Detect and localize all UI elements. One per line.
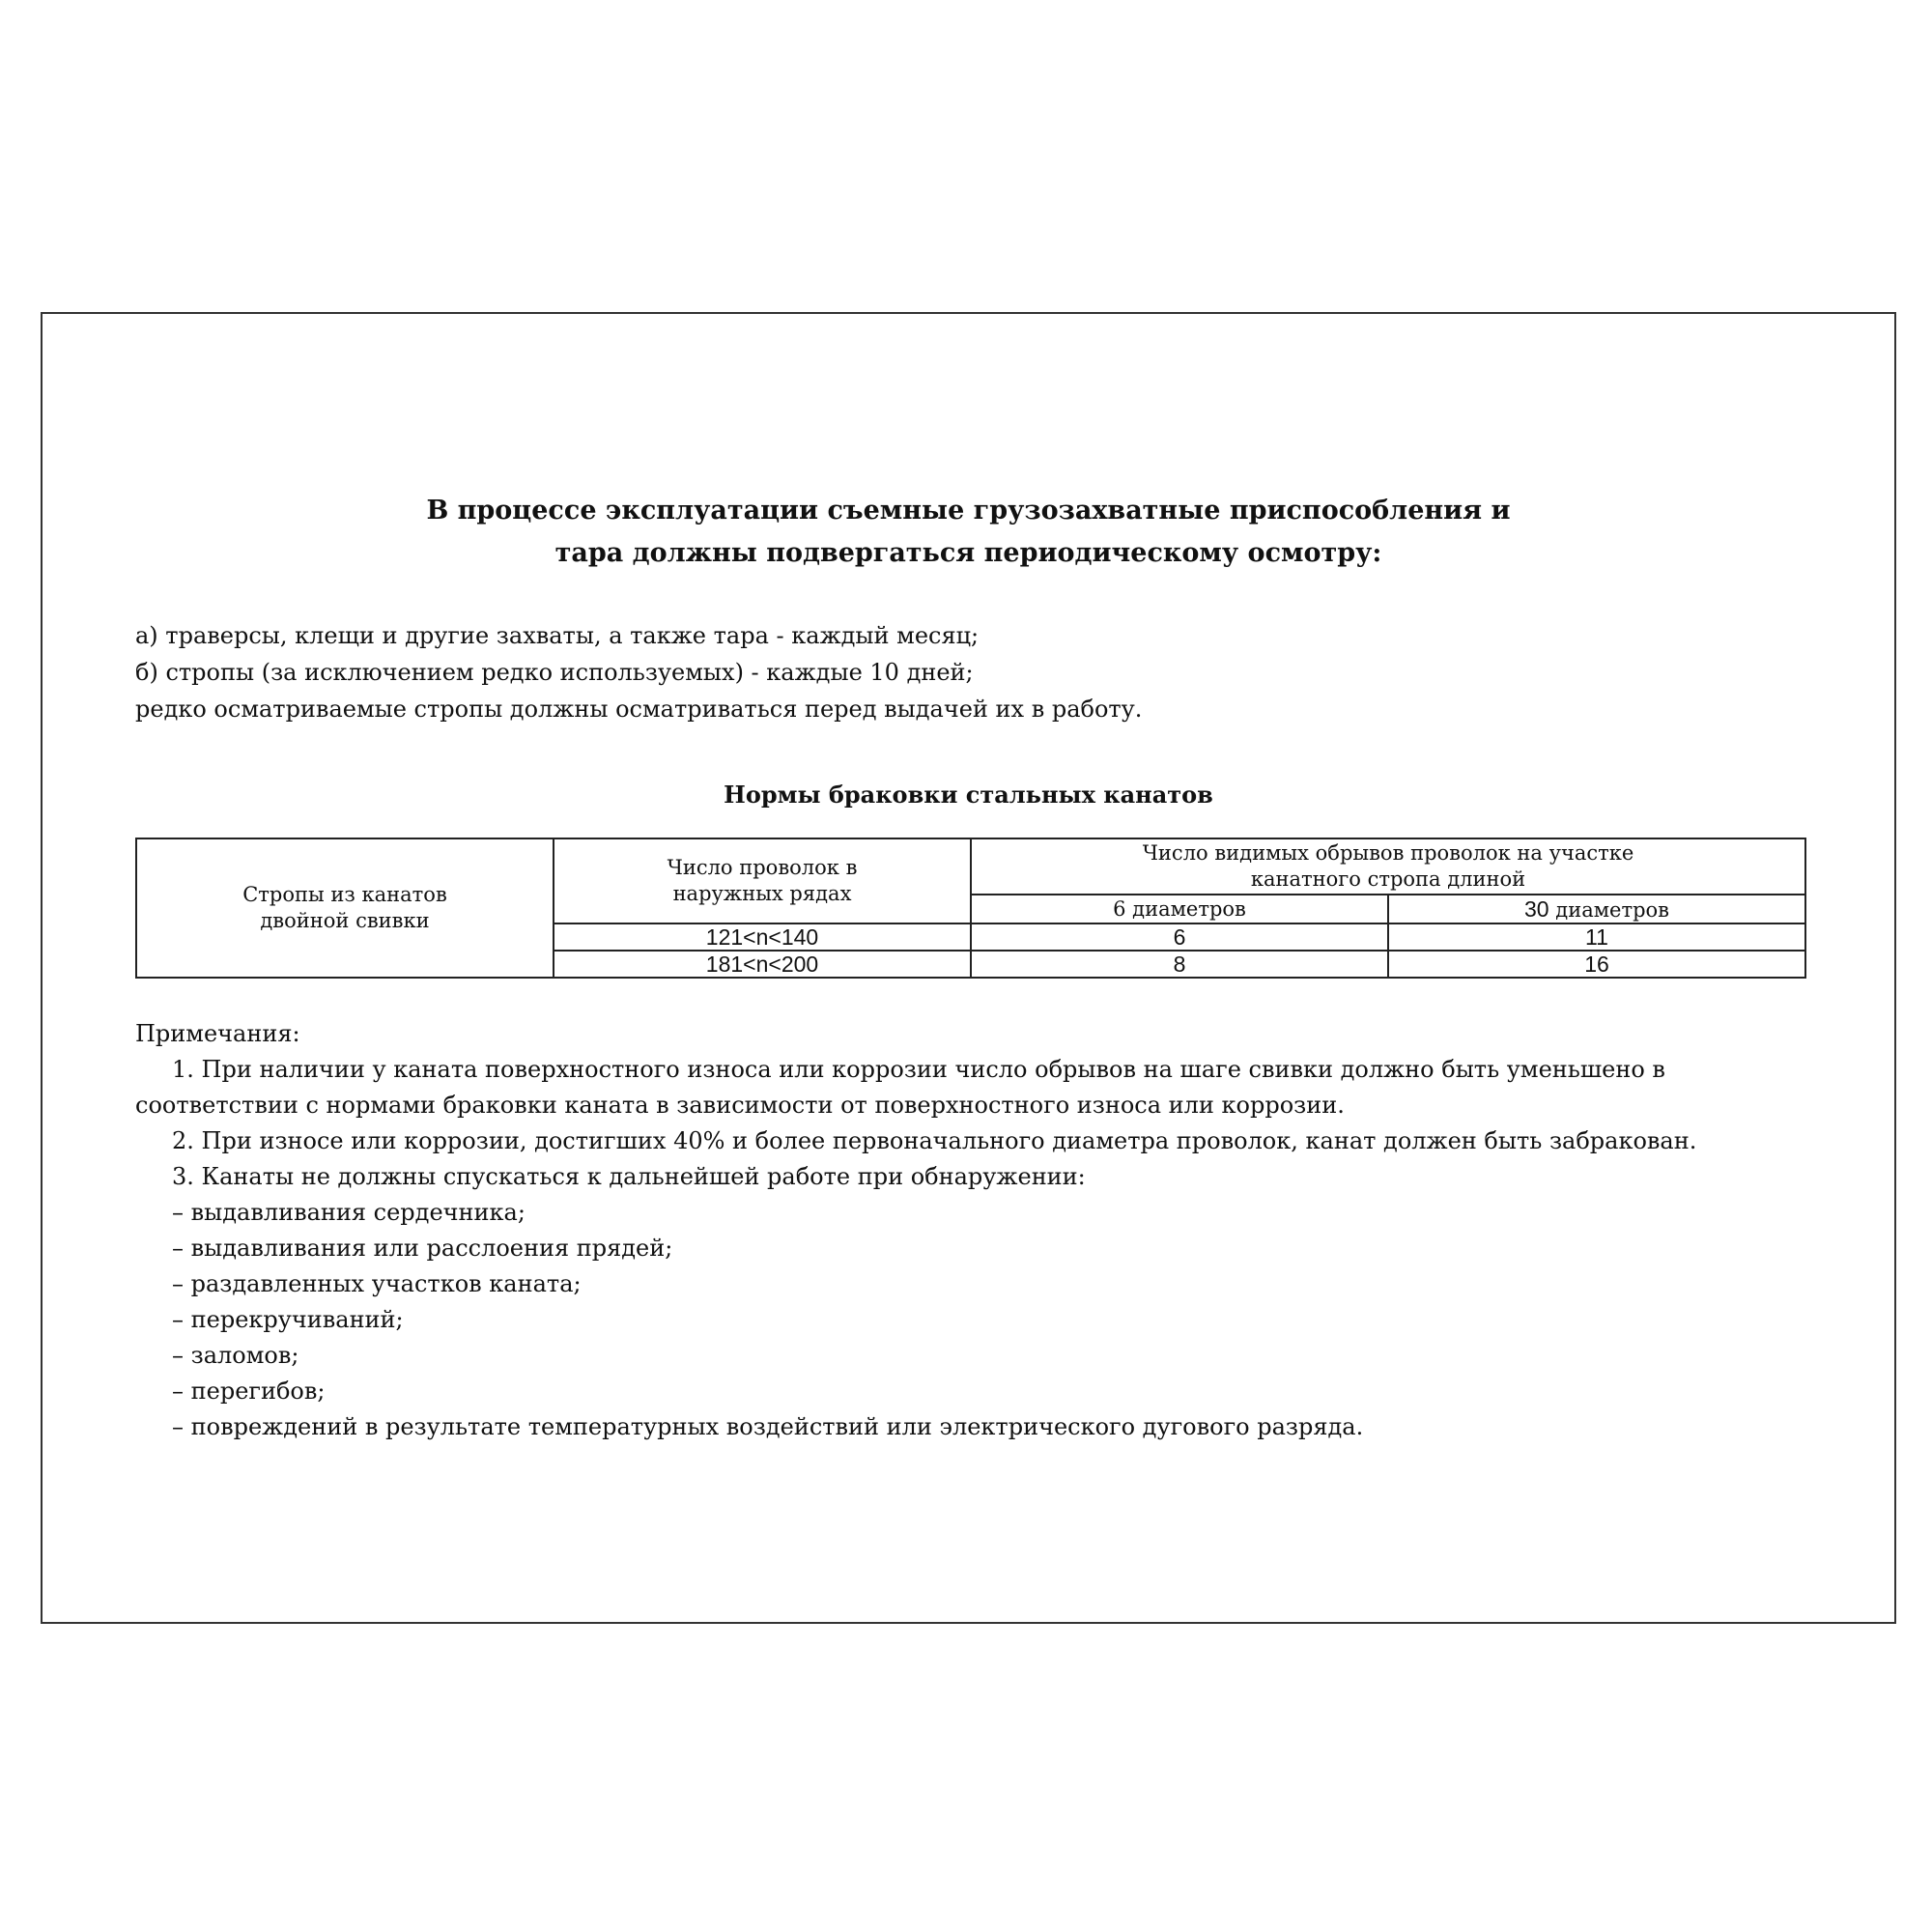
note-3: 3. Канаты не должны спускаться к дальнейшей работе при обнаружении: [172, 1163, 1086, 1190]
header-sling-type-line-2: двойной свивки [260, 909, 430, 932]
schedule-item-a: а) траверсы, клещи и другие захваты, а также тара - каждый месяц; [135, 622, 980, 649]
list-item: – перекручиваний; [172, 1306, 404, 1333]
list-item: – перегибов; [172, 1378, 326, 1405]
header-30-diameters-number: 30 [1523, 895, 1549, 922]
breaks-30d-cell: 16 [1388, 951, 1805, 978]
note-2: 2. При износе или коррозии, достигших 40% и более первоначального диаметра проволок, канат должен быть забракован. [172, 1127, 1697, 1154]
list-item: – заломов; [172, 1342, 299, 1369]
wire-count-cell: 181<n<200 [554, 951, 971, 978]
header-wire-count-line-1: Число проволок в [667, 856, 858, 879]
header-wire-count [554, 838, 971, 923]
schedule-item-c: редко осматриваемые стропы должны осматриваться перед выдачей их в работу. [135, 696, 1143, 723]
schedule-item-b: б) стропы (за исключением редко используемых) - каждые 10 дней; [135, 659, 974, 686]
inspection-schedule [135, 617, 1142, 727]
header-visible-breaks-line-1: Число видимых обрывов проволок на участке [1142, 841, 1634, 865]
notes-section [135, 1016, 1835, 1445]
header-visible-breaks-line-2: канатного стропа длиной [1250, 867, 1526, 891]
title-line-2: тара должны подвергаться периодическому осмотру: [554, 538, 1382, 568]
breaks-6d-cell: 6 [971, 923, 1388, 951]
note-1: 1. При наличии у каната поверхностного износа или коррозии число обрывов на шаге свивки должно быть уменьшено в соответствии с нормами браковки каната в зависимости от поверхностного износа или коррозии. [135, 1056, 1665, 1119]
header-wire-count-line-2: наружных рядах [672, 882, 852, 905]
header-6-diameters: 6 диаметров [971, 895, 1388, 923]
rejection-norms-table [135, 838, 1806, 979]
list-item: – выдавливания сердечника; [172, 1199, 526, 1226]
header-visible-breaks [971, 838, 1805, 895]
breaks-6d-cell: 8 [971, 951, 1388, 978]
notes-heading: Примечания: [135, 1020, 300, 1047]
list-item: – раздавленных участков каната; [172, 1270, 582, 1297]
page-title [43, 490, 1894, 575]
title-line-1: В процессе эксплуатации съемные грузозахватные приспособления и [426, 496, 1511, 526]
breaks-30d-cell: 11 [1388, 923, 1805, 951]
header-30-diameters [1388, 895, 1805, 923]
header-30-diameters-text: диаметров [1555, 897, 1670, 922]
document-sheet [41, 312, 1896, 1624]
list-item: – выдавливания или расслоения прядей; [172, 1235, 673, 1262]
table-title: Нормы браковки стальных канатов [724, 781, 1213, 809]
header-sling-type [136, 838, 554, 978]
header-sling-type-line-1: Стропы из канатов [242, 883, 447, 906]
list-item: – повреждений в результате температурных воздействий или электрического дугового разряда. [172, 1413, 1364, 1440]
wire-count-cell: 121<n<140 [554, 923, 971, 951]
